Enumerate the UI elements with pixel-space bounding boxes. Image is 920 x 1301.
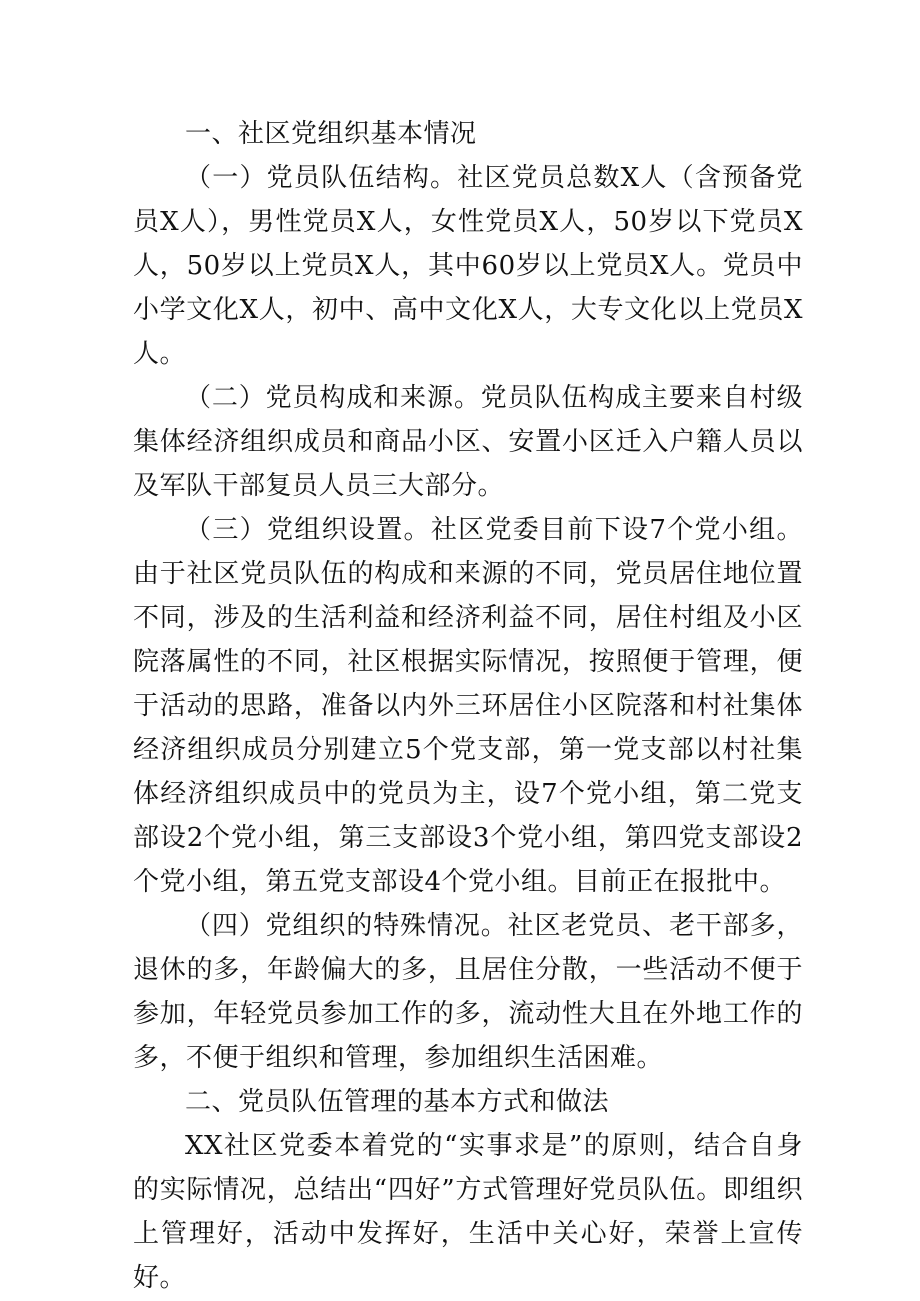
paragraph-special-situation: （四）党组织的特殊情况。社区老党员、老干部多，退休的多，年龄偏大的多，且居住分散，一些活动不便于参加，年轻党员参加工作的多，流动性大且在外地工作的多，不便于组织和管理，参加组织生活困难。 — [133, 911, 803, 1073]
paragraph-organization-setup: （三）党组织设置。社区党委目前下设7个党小组。由于社区党员队伍的构成和来源的不同，党员居住地位置不同，涉及的生活利益和经济利益不同，居住村组及小区院落属性的不同，社区根据实际情况，按照便于管理，便于活动的思路，准备以内外三环居住小区院落和村社集体经济组织成员分别建立5个党支部，第一党支部以村社集体经济组织成员中的党员为主，设7个党小组，第二党支部设2个党小组，第三支部设3个党小组，第四党支部设2个党小组，第五党支部设4个党小组。目前正在报批中。 — [133, 515, 803, 897]
section-heading-2: 二、党员队伍管理的基本方式和做法 — [185, 1087, 610, 1117]
document-body — [133, 112, 803, 1300]
section-heading-1: 一、社区党组织基本情况 — [185, 119, 477, 149]
paragraph-party-member-structure: （一）党员队伍结构。社区党员总数X人（含预备党员X人），男性党员X人，女性党员X人，50岁以下党员X人，50岁以上党员X人，其中60岁以上党员X人。党员中小学文化X人，初中、高中文化X人，大专文化以上党员X人。 — [133, 163, 803, 369]
paragraph-management-approach: XX社区党委本着党的“实事求是”的原则，结合自身的实际情况，总结出“四好”方式管理好党员队伍。即组织上管理好，活动中发挥好，生活中关心好，荣誉上宣传好。 — [133, 1131, 803, 1293]
paragraph-member-composition: （二）党员构成和来源。党员队伍构成主要来自村级集体经济组织成员和商品小区、安置小区迁入户籍人员以及军队干部复员人员三大部分。 — [133, 383, 803, 501]
